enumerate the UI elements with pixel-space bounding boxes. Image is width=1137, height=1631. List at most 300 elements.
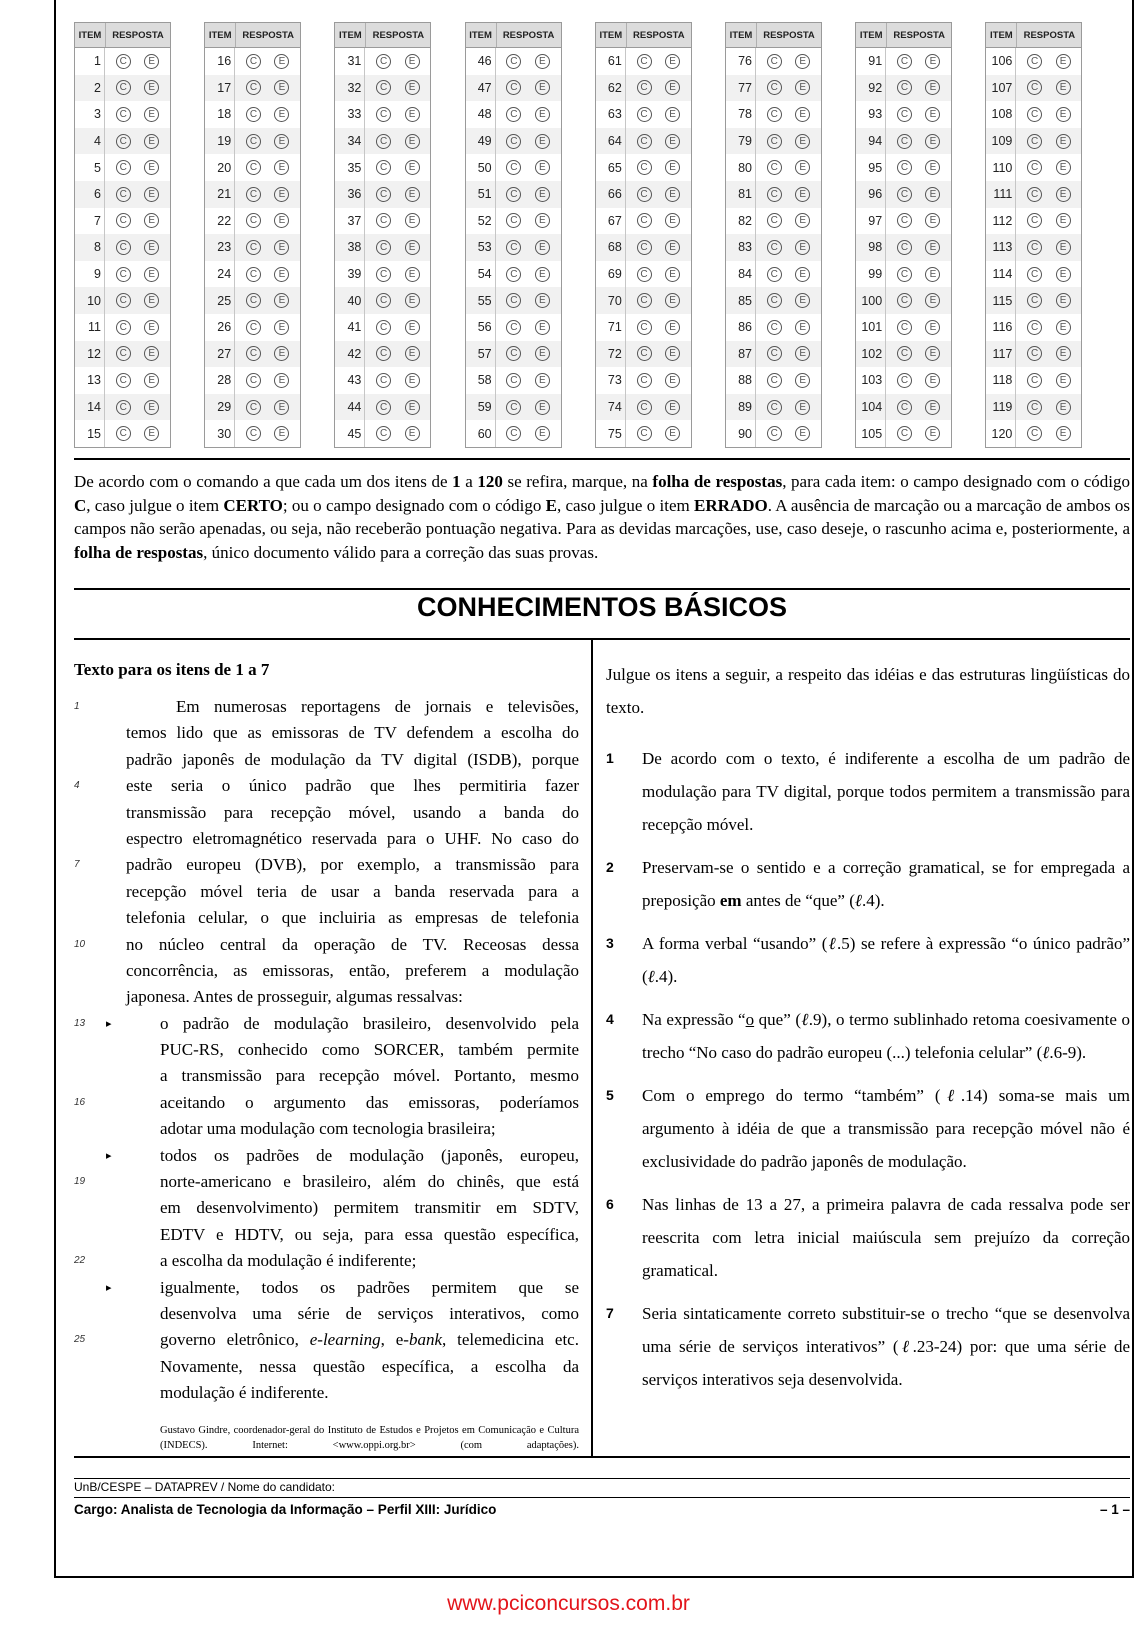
bubble-c-icon[interactable]: C [897, 346, 912, 361]
bubble-e-icon[interactable]: E [665, 373, 680, 388]
answer-options [756, 426, 821, 441]
bubble-e-icon[interactable]: E [925, 267, 940, 282]
bubble-c-icon[interactable]: C [376, 346, 391, 361]
bubble-c-icon[interactable]: C [506, 293, 521, 308]
bubble-c-icon[interactable]: C [116, 134, 131, 149]
item-number: 68 [596, 234, 626, 261]
bubble-e-icon[interactable]: E [925, 107, 940, 122]
line-text: Em numerosas reportagens de jornais e televisões, [176, 697, 579, 716]
bubble-c-icon[interactable]: C [897, 80, 912, 95]
answer-options [626, 107, 691, 122]
bubble-c-icon[interactable]: C [116, 107, 131, 122]
bubble-c-icon[interactable]: C [1027, 267, 1042, 282]
bubble-e-icon[interactable]: E [144, 346, 159, 361]
grid-row [726, 261, 821, 288]
grid-row [75, 48, 170, 75]
bubble-e-icon[interactable]: E [925, 80, 940, 95]
item-number: 38 [335, 234, 365, 261]
bubble-e-icon[interactable]: E [274, 107, 289, 122]
bubble-e-icon[interactable]: E [405, 80, 420, 95]
answer-options [756, 400, 821, 415]
instruction-text: De acordo com o comando a que cada um dos itens de [74, 472, 453, 491]
bubble-e-icon[interactable]: E [795, 240, 810, 255]
bubble-e-icon[interactable]: E [1056, 54, 1071, 69]
bubble-c-icon[interactable]: C [506, 400, 521, 415]
bubble-c-icon[interactable]: C [897, 213, 912, 228]
answer-options [105, 80, 170, 95]
bubble-c-icon[interactable]: C [116, 160, 131, 175]
bubble-c-icon[interactable]: C [376, 134, 391, 149]
bubble-e-icon[interactable]: E [274, 293, 289, 308]
bubble-e-icon[interactable]: E [144, 267, 159, 282]
bubble-c-icon[interactable]: C [246, 267, 261, 282]
bubble-c-icon[interactable]: C [246, 293, 261, 308]
grid-row [466, 75, 561, 102]
bubble-e-icon[interactable]: E [665, 320, 680, 335]
item-number: 115 [986, 287, 1016, 314]
bubble-e-icon[interactable]: E [535, 346, 550, 361]
bubble-c-icon[interactable]: C [767, 107, 782, 122]
bubble-c-icon[interactable]: C [637, 54, 652, 69]
bubble-c-icon[interactable]: C [637, 80, 652, 95]
divider [74, 1478, 1130, 1479]
bubble-e-icon[interactable]: E [535, 320, 550, 335]
item-number: 77 [726, 75, 756, 102]
bubble-e-icon[interactable]: E [665, 187, 680, 202]
bubble-c-icon[interactable]: C [246, 107, 261, 122]
bubble-c-icon[interactable]: C [376, 80, 391, 95]
bubble-e-icon[interactable]: E [665, 240, 680, 255]
bubble-e-icon[interactable]: E [535, 107, 550, 122]
grid-row [75, 208, 170, 235]
bubble-e-icon[interactable]: E [144, 80, 159, 95]
bubble-c-icon[interactable]: C [767, 320, 782, 335]
bubble-e-icon[interactable]: E [144, 320, 159, 335]
bubble-e-icon[interactable]: E [665, 54, 680, 69]
bubble-e-icon[interactable]: E [535, 80, 550, 95]
bubble-c-icon[interactable]: C [637, 240, 652, 255]
grid-row [596, 181, 691, 208]
bubble-c-icon[interactable]: C [637, 426, 652, 441]
bubble-c-icon[interactable]: C [637, 213, 652, 228]
bubble-c-icon[interactable]: C [376, 426, 391, 441]
bubble-e-icon[interactable]: E [535, 240, 550, 255]
bubble-e-icon[interactable]: E [144, 426, 159, 441]
bubble-e-icon[interactable]: E [274, 320, 289, 335]
bubble-c-icon[interactable]: C [897, 54, 912, 69]
answer-options [496, 240, 561, 255]
item-number: 27 [205, 341, 235, 368]
bubble-c-icon[interactable]: C [246, 134, 261, 149]
bubble-c-icon[interactable]: C [897, 240, 912, 255]
bubble-c-icon[interactable]: C [116, 426, 131, 441]
bubble-c-icon[interactable]: C [1027, 240, 1042, 255]
bubble-c-icon[interactable]: C [637, 267, 652, 282]
bubble-e-icon[interactable]: E [274, 426, 289, 441]
bubble-e-icon[interactable]: E [274, 240, 289, 255]
bubble-e-icon[interactable]: E [405, 426, 420, 441]
bubble-c-icon[interactable]: C [767, 134, 782, 149]
bubble-c-icon[interactable]: C [376, 373, 391, 388]
bubble-e-icon[interactable]: E [795, 54, 810, 69]
item-number: 74 [596, 394, 626, 421]
bubble-c-icon[interactable]: C [637, 160, 652, 175]
grid-header [596, 23, 691, 48]
bubble-c-icon[interactable]: C [897, 267, 912, 282]
bubble-e-icon[interactable]: E [665, 293, 680, 308]
bubble-e-icon[interactable]: E [795, 80, 810, 95]
site-link[interactable]: www.pciconcursos.com.br [447, 1592, 690, 1615]
item-number: 85 [726, 287, 756, 314]
bubble-e-icon[interactable]: E [535, 160, 550, 175]
bubble-e-icon[interactable]: E [405, 320, 420, 335]
bubble-c-icon[interactable]: C [246, 160, 261, 175]
bubble-c-icon[interactable]: C [767, 213, 782, 228]
bubble-e-icon[interactable]: E [925, 54, 940, 69]
bubble-e-icon[interactable]: E [144, 293, 159, 308]
item-number: 59 [466, 394, 496, 421]
bubble-e-icon[interactable]: E [665, 134, 680, 149]
bubble-e-icon[interactable]: E [535, 187, 550, 202]
bubble-c-icon[interactable]: C [897, 160, 912, 175]
bubble-c-icon[interactable]: C [897, 187, 912, 202]
bubble-e-icon[interactable]: E [405, 187, 420, 202]
item-number: 100 [856, 287, 886, 314]
bubble-c-icon[interactable]: C [246, 54, 261, 69]
bubble-c-icon[interactable]: C [1027, 160, 1042, 175]
bubble-c-icon[interactable]: C [246, 240, 261, 255]
bubble-e-icon[interactable]: E [795, 267, 810, 282]
bubble-c-icon[interactable]: C [1027, 320, 1042, 335]
bubble-e-icon[interactable]: E [1056, 426, 1071, 441]
bubble-c-icon[interactable]: C [506, 426, 521, 441]
grid-row [856, 128, 951, 155]
bubble-e-icon[interactable]: E [925, 213, 940, 228]
answer-options [626, 160, 691, 175]
bubble-e-icon[interactable]: E [535, 373, 550, 388]
bubble-e-icon[interactable]: E [405, 107, 420, 122]
bubble-c-icon[interactable]: C [897, 320, 912, 335]
bubble-c-icon[interactable]: C [116, 293, 131, 308]
bubble-e-icon[interactable]: E [405, 267, 420, 282]
bubble-e-icon[interactable]: E [1056, 373, 1071, 388]
bubble-c-icon[interactable]: C [116, 373, 131, 388]
bubble-e-icon[interactable]: E [405, 160, 420, 175]
bubble-c-icon[interactable]: C [376, 320, 391, 335]
bubble-c-icon[interactable]: C [246, 373, 261, 388]
item-number: 104 [856, 394, 886, 421]
bubble-c-icon[interactable]: C [376, 160, 391, 175]
bubble-e-icon[interactable]: E [405, 240, 420, 255]
text-line [74, 1037, 579, 1063]
bubble-e-icon[interactable]: E [274, 213, 289, 228]
bullet-icon: ▸ [106, 1017, 112, 1030]
bubble-e-icon[interactable]: E [795, 213, 810, 228]
bubble-e-icon[interactable]: E [535, 400, 550, 415]
bubble-e-icon[interactable]: E [274, 400, 289, 415]
item-number: 80 [726, 154, 756, 181]
bubble-c-icon[interactable]: C [116, 346, 131, 361]
bubble-e-icon[interactable]: E [1056, 240, 1071, 255]
bubble-e-icon[interactable]: E [274, 373, 289, 388]
bubble-c-icon[interactable]: C [1027, 80, 1042, 95]
bubble-c-icon[interactable]: C [506, 160, 521, 175]
bubble-e-icon[interactable]: E [665, 400, 680, 415]
bubble-e-icon[interactable]: E [144, 400, 159, 415]
item-number: 83 [726, 234, 756, 261]
bubble-c-icon[interactable]: C [376, 54, 391, 69]
bubble-c-icon[interactable]: C [767, 293, 782, 308]
bubble-e-icon[interactable]: E [144, 160, 159, 175]
bubble-e-icon[interactable]: E [144, 213, 159, 228]
bubble-e-icon[interactable]: E [795, 320, 810, 335]
grid-row [466, 154, 561, 181]
bubble-c-icon[interactable]: C [1027, 54, 1042, 69]
bubble-e-icon[interactable]: E [665, 267, 680, 282]
answer-options [626, 240, 691, 255]
bubble-e-icon[interactable]: E [405, 346, 420, 361]
bubble-e-icon[interactable]: E [274, 80, 289, 95]
bubble-c-icon[interactable]: C [1027, 426, 1042, 441]
item-number: 117 [986, 341, 1016, 368]
bubble-c-icon[interactable]: C [506, 267, 521, 282]
line-text: este seria o único padrão que lhes permitiria fazer [126, 776, 579, 796]
bubble-c-icon[interactable]: C [116, 320, 131, 335]
bubble-c-icon[interactable]: C [637, 373, 652, 388]
bubble-c-icon[interactable]: C [897, 293, 912, 308]
bubble-c-icon[interactable]: C [376, 267, 391, 282]
bubble-c-icon[interactable]: C [246, 426, 261, 441]
bubble-e-icon[interactable]: E [405, 54, 420, 69]
bubble-c-icon[interactable]: C [506, 373, 521, 388]
bubble-e-icon[interactable]: E [274, 346, 289, 361]
bubble-e-icon[interactable]: E [665, 213, 680, 228]
bubble-c-icon[interactable]: C [376, 400, 391, 415]
grid-row [335, 261, 430, 288]
bubble-e-icon[interactable]: E [1056, 107, 1071, 122]
bubble-c-icon[interactable]: C [897, 107, 912, 122]
bubble-c-icon[interactable]: C [637, 187, 652, 202]
bubble-e-icon[interactable]: E [795, 346, 810, 361]
grid-row [856, 287, 951, 314]
bubble-c-icon[interactable]: C [897, 134, 912, 149]
answer-options [886, 346, 951, 361]
bubble-c-icon[interactable]: C [637, 293, 652, 308]
bubble-e-icon[interactable]: E [144, 187, 159, 202]
bubble-c-icon[interactable]: C [1027, 400, 1042, 415]
bubble-c-icon[interactable]: C [897, 400, 912, 415]
bubble-e-icon[interactable]: E [274, 54, 289, 69]
bubble-c-icon[interactable]: C [897, 426, 912, 441]
bubble-c-icon[interactable]: C [1027, 346, 1042, 361]
bubble-e-icon[interactable]: E [405, 213, 420, 228]
grid-row [986, 261, 1081, 288]
bubble-c-icon[interactable]: C [376, 240, 391, 255]
answer-options [365, 134, 430, 149]
item-number: 57 [466, 341, 496, 368]
bubble-e-icon[interactable]: E [795, 426, 810, 441]
bubble-c-icon[interactable]: C [246, 346, 261, 361]
bubble-e-icon[interactable]: E [535, 213, 550, 228]
bubble-e-icon[interactable]: E [144, 54, 159, 69]
answer-options [496, 293, 561, 308]
bubble-c-icon[interactable]: C [1027, 373, 1042, 388]
bubble-c-icon[interactable]: C [376, 107, 391, 122]
bubble-c-icon[interactable]: C [767, 54, 782, 69]
bubble-e-icon[interactable]: E [925, 293, 940, 308]
bubble-e-icon[interactable]: E [405, 373, 420, 388]
bubble-c-icon[interactable]: C [116, 213, 131, 228]
bubble-c-icon[interactable]: C [116, 240, 131, 255]
bubble-e-icon[interactable]: E [925, 240, 940, 255]
bubble-c-icon[interactable]: C [246, 320, 261, 335]
grid-row [205, 341, 300, 368]
bubble-c-icon[interactable]: C [637, 346, 652, 361]
bubble-c-icon[interactable]: C [767, 426, 782, 441]
bubble-e-icon[interactable]: E [1056, 187, 1071, 202]
bubble-c-icon[interactable]: C [506, 80, 521, 95]
bubble-e-icon[interactable]: E [1056, 400, 1071, 415]
bubble-c-icon[interactable]: C [637, 320, 652, 335]
bubble-e-icon[interactable]: E [1056, 267, 1071, 282]
grid-row [466, 234, 561, 261]
bubble-c-icon[interactable]: C [637, 400, 652, 415]
bubble-e-icon[interactable]: E [535, 426, 550, 441]
bubble-c-icon[interactable]: C [246, 187, 261, 202]
bubble-e-icon[interactable]: E [1056, 134, 1071, 149]
bubble-c-icon[interactable]: C [506, 346, 521, 361]
bubble-e-icon[interactable]: E [795, 160, 810, 175]
bubble-e-icon[interactable]: E [795, 293, 810, 308]
bubble-c-icon[interactable]: C [767, 80, 782, 95]
item-number: 16 [205, 48, 235, 75]
bubble-e-icon[interactable]: E [925, 400, 940, 415]
bubble-c-icon[interactable]: C [1027, 187, 1042, 202]
bubble-c-icon[interactable]: C [506, 54, 521, 69]
bubble-c-icon[interactable]: C [116, 54, 131, 69]
bubble-e-icon[interactable]: E [405, 134, 420, 149]
bubble-c-icon[interactable]: C [116, 400, 131, 415]
bubble-e-icon[interactable]: E [274, 267, 289, 282]
grid-row [75, 181, 170, 208]
bubble-c-icon[interactable]: C [506, 213, 521, 228]
bubble-c-icon[interactable]: C [637, 107, 652, 122]
bubble-e-icon[interactable]: E [795, 107, 810, 122]
bubble-c-icon[interactable]: C [637, 134, 652, 149]
bubble-e-icon[interactable]: E [1056, 293, 1071, 308]
bubble-e-icon[interactable]: E [795, 187, 810, 202]
bubble-e-icon[interactable]: E [665, 80, 680, 95]
bubble-c-icon[interactable]: C [1027, 213, 1042, 228]
bubble-e-icon[interactable]: E [925, 346, 940, 361]
answer-options [496, 54, 561, 69]
bubble-c-icon[interactable]: C [1027, 134, 1042, 149]
bubble-c-icon[interactable]: C [506, 320, 521, 335]
bubble-e-icon[interactable]: E [1056, 160, 1071, 175]
grid-row [75, 128, 170, 155]
line-text: transmissão para recepção móvel, usando a banda do [126, 802, 579, 822]
bubble-e-icon[interactable]: E [535, 293, 550, 308]
bubble-e-icon[interactable]: E [535, 134, 550, 149]
bubble-c-icon[interactable]: C [767, 187, 782, 202]
bubble-e-icon[interactable]: E [925, 426, 940, 441]
bubble-e-icon[interactable]: E [535, 54, 550, 69]
bubble-c-icon[interactable]: C [767, 346, 782, 361]
grid-row [986, 394, 1081, 421]
bubble-c-icon[interactable]: C [246, 213, 261, 228]
bubble-e-icon[interactable]: E [1056, 320, 1071, 335]
bubble-e-icon[interactable]: E [405, 293, 420, 308]
bubble-c-icon[interactable]: C [767, 267, 782, 282]
line-number: 4 [74, 780, 80, 792]
bubble-e-icon[interactable]: E [665, 107, 680, 122]
bubble-e-icon[interactable]: E [665, 426, 680, 441]
bubble-c-icon[interactable]: C [246, 400, 261, 415]
bubble-e-icon[interactable]: E [665, 160, 680, 175]
bubble-c-icon[interactable]: C [767, 240, 782, 255]
answer-options [365, 346, 430, 361]
bubble-c-icon[interactable]: C [246, 80, 261, 95]
bubble-e-icon[interactable]: E [665, 346, 680, 361]
bubble-c-icon[interactable]: C [116, 80, 131, 95]
bubble-c-icon[interactable]: C [767, 160, 782, 175]
bubble-e-icon[interactable]: E [535, 267, 550, 282]
bubble-e-icon[interactable]: E [274, 187, 289, 202]
item-number: 78 [726, 101, 756, 128]
bubble-e-icon[interactable]: E [795, 373, 810, 388]
bubble-e-icon[interactable]: E [1056, 346, 1071, 361]
bubble-c-icon[interactable]: C [506, 107, 521, 122]
bubble-c-icon[interactable]: C [116, 187, 131, 202]
grid-header [75, 23, 170, 48]
bubble-e-icon[interactable]: E [925, 134, 940, 149]
bubble-c-icon[interactable]: C [376, 187, 391, 202]
bubble-c-icon[interactable]: C [1027, 107, 1042, 122]
bubble-e-icon[interactable]: E [144, 373, 159, 388]
bubble-e-icon[interactable]: E [925, 320, 940, 335]
bubble-c-icon[interactable]: C [506, 134, 521, 149]
bubble-e-icon[interactable]: E [274, 134, 289, 149]
bubble-e-icon[interactable]: E [144, 240, 159, 255]
bubble-c-icon[interactable]: C [767, 400, 782, 415]
bubble-c-icon[interactable]: C [376, 293, 391, 308]
item-number: 17 [205, 75, 235, 102]
line-text: telefonia celular, o que incluiria as empresas de telefonia [126, 908, 579, 928]
bubble-e-icon[interactable]: E [274, 160, 289, 175]
bubble-e-icon[interactable]: E [1056, 213, 1071, 228]
bubble-c-icon[interactable]: C [1027, 293, 1042, 308]
bubble-c-icon[interactable]: C [506, 187, 521, 202]
bubble-e-icon[interactable]: E [144, 107, 159, 122]
bubble-e-icon[interactable]: E [405, 400, 420, 415]
bubble-c-icon[interactable]: C [376, 213, 391, 228]
bubble-c-icon[interactable]: C [897, 373, 912, 388]
bubble-e-icon[interactable]: E [925, 373, 940, 388]
bubble-e-icon[interactable]: E [1056, 80, 1071, 95]
bubble-e-icon[interactable]: E [925, 160, 940, 175]
bubble-e-icon[interactable]: E [795, 134, 810, 149]
bubble-e-icon[interactable]: E [144, 134, 159, 149]
bubble-c-icon[interactable]: C [767, 373, 782, 388]
bubble-e-icon[interactable]: E [795, 400, 810, 415]
question-text: Na expressão “o que” (ℓ.9), o termo sublinhado retoma coesivamente o trecho “No caso do padrão europeu (...) telefonia celular” (ℓ.6-9). [642, 1010, 1130, 1062]
bubble-e-icon[interactable]: E [925, 187, 940, 202]
bubble-c-icon[interactable]: C [506, 240, 521, 255]
instruction-text: a [460, 472, 478, 491]
bubble-c-icon[interactable]: C [116, 267, 131, 282]
grid-row [726, 154, 821, 181]
item-number: 51 [466, 181, 496, 208]
